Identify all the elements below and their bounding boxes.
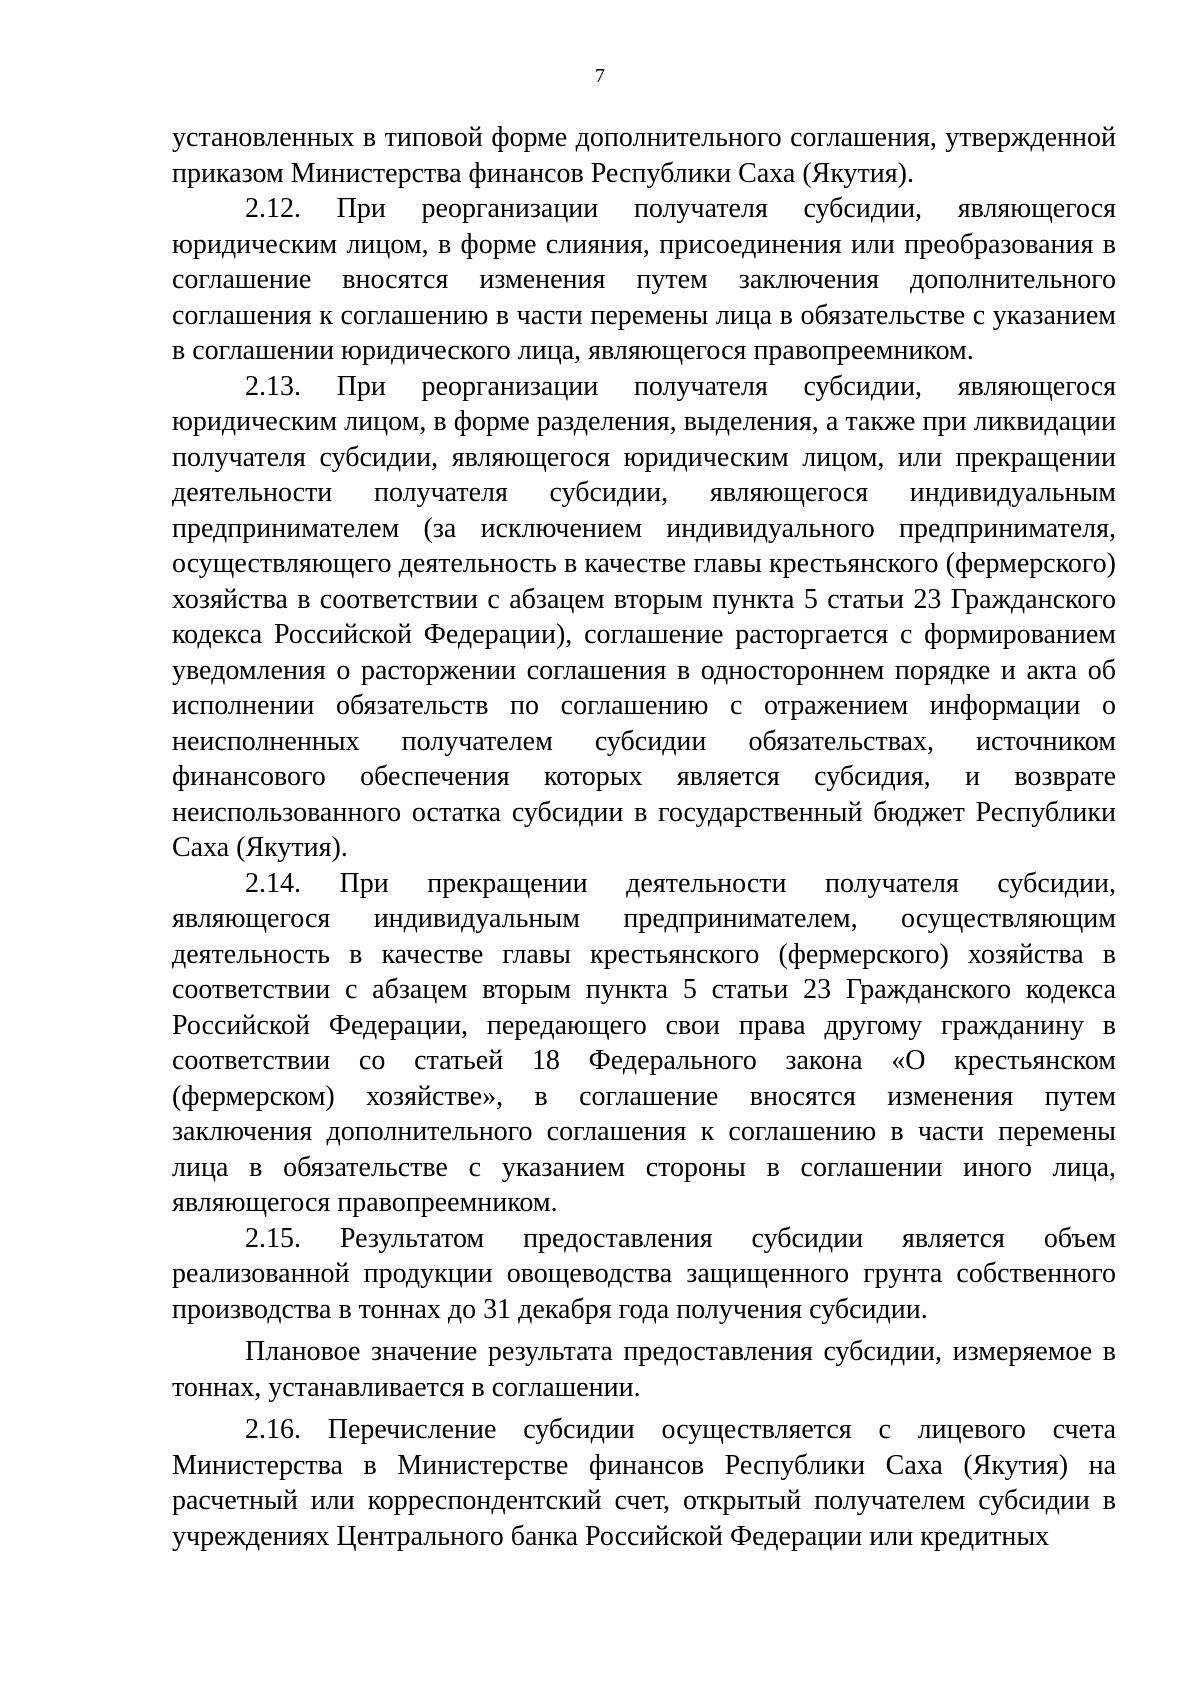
paragraph-2-12: 2.12. При реорганизации получателя субсидии, являющегося юридическим лицом, в форме слияния, присоединения или преобразования в соглашение вносятся изменения путем заключения дополнительного соглашения к соглашению в части перемены лица в обязательстве с указанием в соглашении юридического лица, являющегося правопреемником. (172, 193, 1116, 366)
paragraph-2-16: 2.16. Перечисление субсидии осуществляется с лицевого счета Министерства в Министерстве финансов Республики Саха (Якутия) на расчетный или корреспондентский счет, открытый получателем субсидии в учреждениях Центрального банка Российской Федерации или кредитных (172, 1414, 1116, 1552)
paragraph-continuation: установленных в типовой форме дополнительного соглашения, утвержденной приказом Министерства финансов Республики Саха (Якутия). (172, 122, 1116, 189)
paragraph-2-14: 2.14. При прекращении деятельности получателя субсидии, являющегося индивидуальным предпринимателем, осуществляющим деятельность в качестве главы крестьянского (фермерского) хозяйства в соответствии с абзацем вторым пункта 5 статьи 23 Гражданского кодекса Российской Федерации, передающего свои права другому гражданину в соответствии со статьей 18 Федерального закона «О крестьянском (фермерском) хозяйстве», в соглашение вносятся изменения путем заключения дополнительного соглашения к соглашению в части перемены лица в обязательстве с указанием стороны в соглашении иного лица, являющегося правопреемником. (172, 867, 1116, 1218)
paragraph-2-15: 2.15. Результатом предоставления субсидии является объем реализованной продукции овощеводства защищенного грунта собственного производства в тоннах до 31 декабря года получения субсидии. (172, 1222, 1116, 1325)
document-body (172, 120, 1116, 1554)
paragraph-planned-value: Плановое значение результата предоставления субсидии, измеряемое в тоннах, устанавливается в соглашении. (172, 1336, 1116, 1403)
paragraph-2-13: 2.13. При реорганизации получателя субсидии, являющегося юридическим лицом, в форме разделения, выделения, а также при ликвидации получателя субсидии, являющегося юридическим лицом, или прекращении деятельности получателя субсидии, являющегося индивидуальным предпринимателем (за исключением индивидуального предпринимателя, осуществляющего деятельность в качестве главы крестьянского (фермерского) хозяйства в соответствии с абзацем вторым пункта 5 статьи 23 Гражданского кодекса Российской Федерации), соглашение расторгается с формированием уведомления о расторжении соглашения в одностороннем порядке и акта об исполнении обязательств по соглашению с отражением информации о неисполненных получателем субсидии обязательствах, источником финансового обеспечения которых является субсидия, и возврате неиспользованного остатка субсидии в государственный бюджет Республики Саха (Якутия). (172, 370, 1116, 863)
page-number: 7 (595, 65, 605, 87)
